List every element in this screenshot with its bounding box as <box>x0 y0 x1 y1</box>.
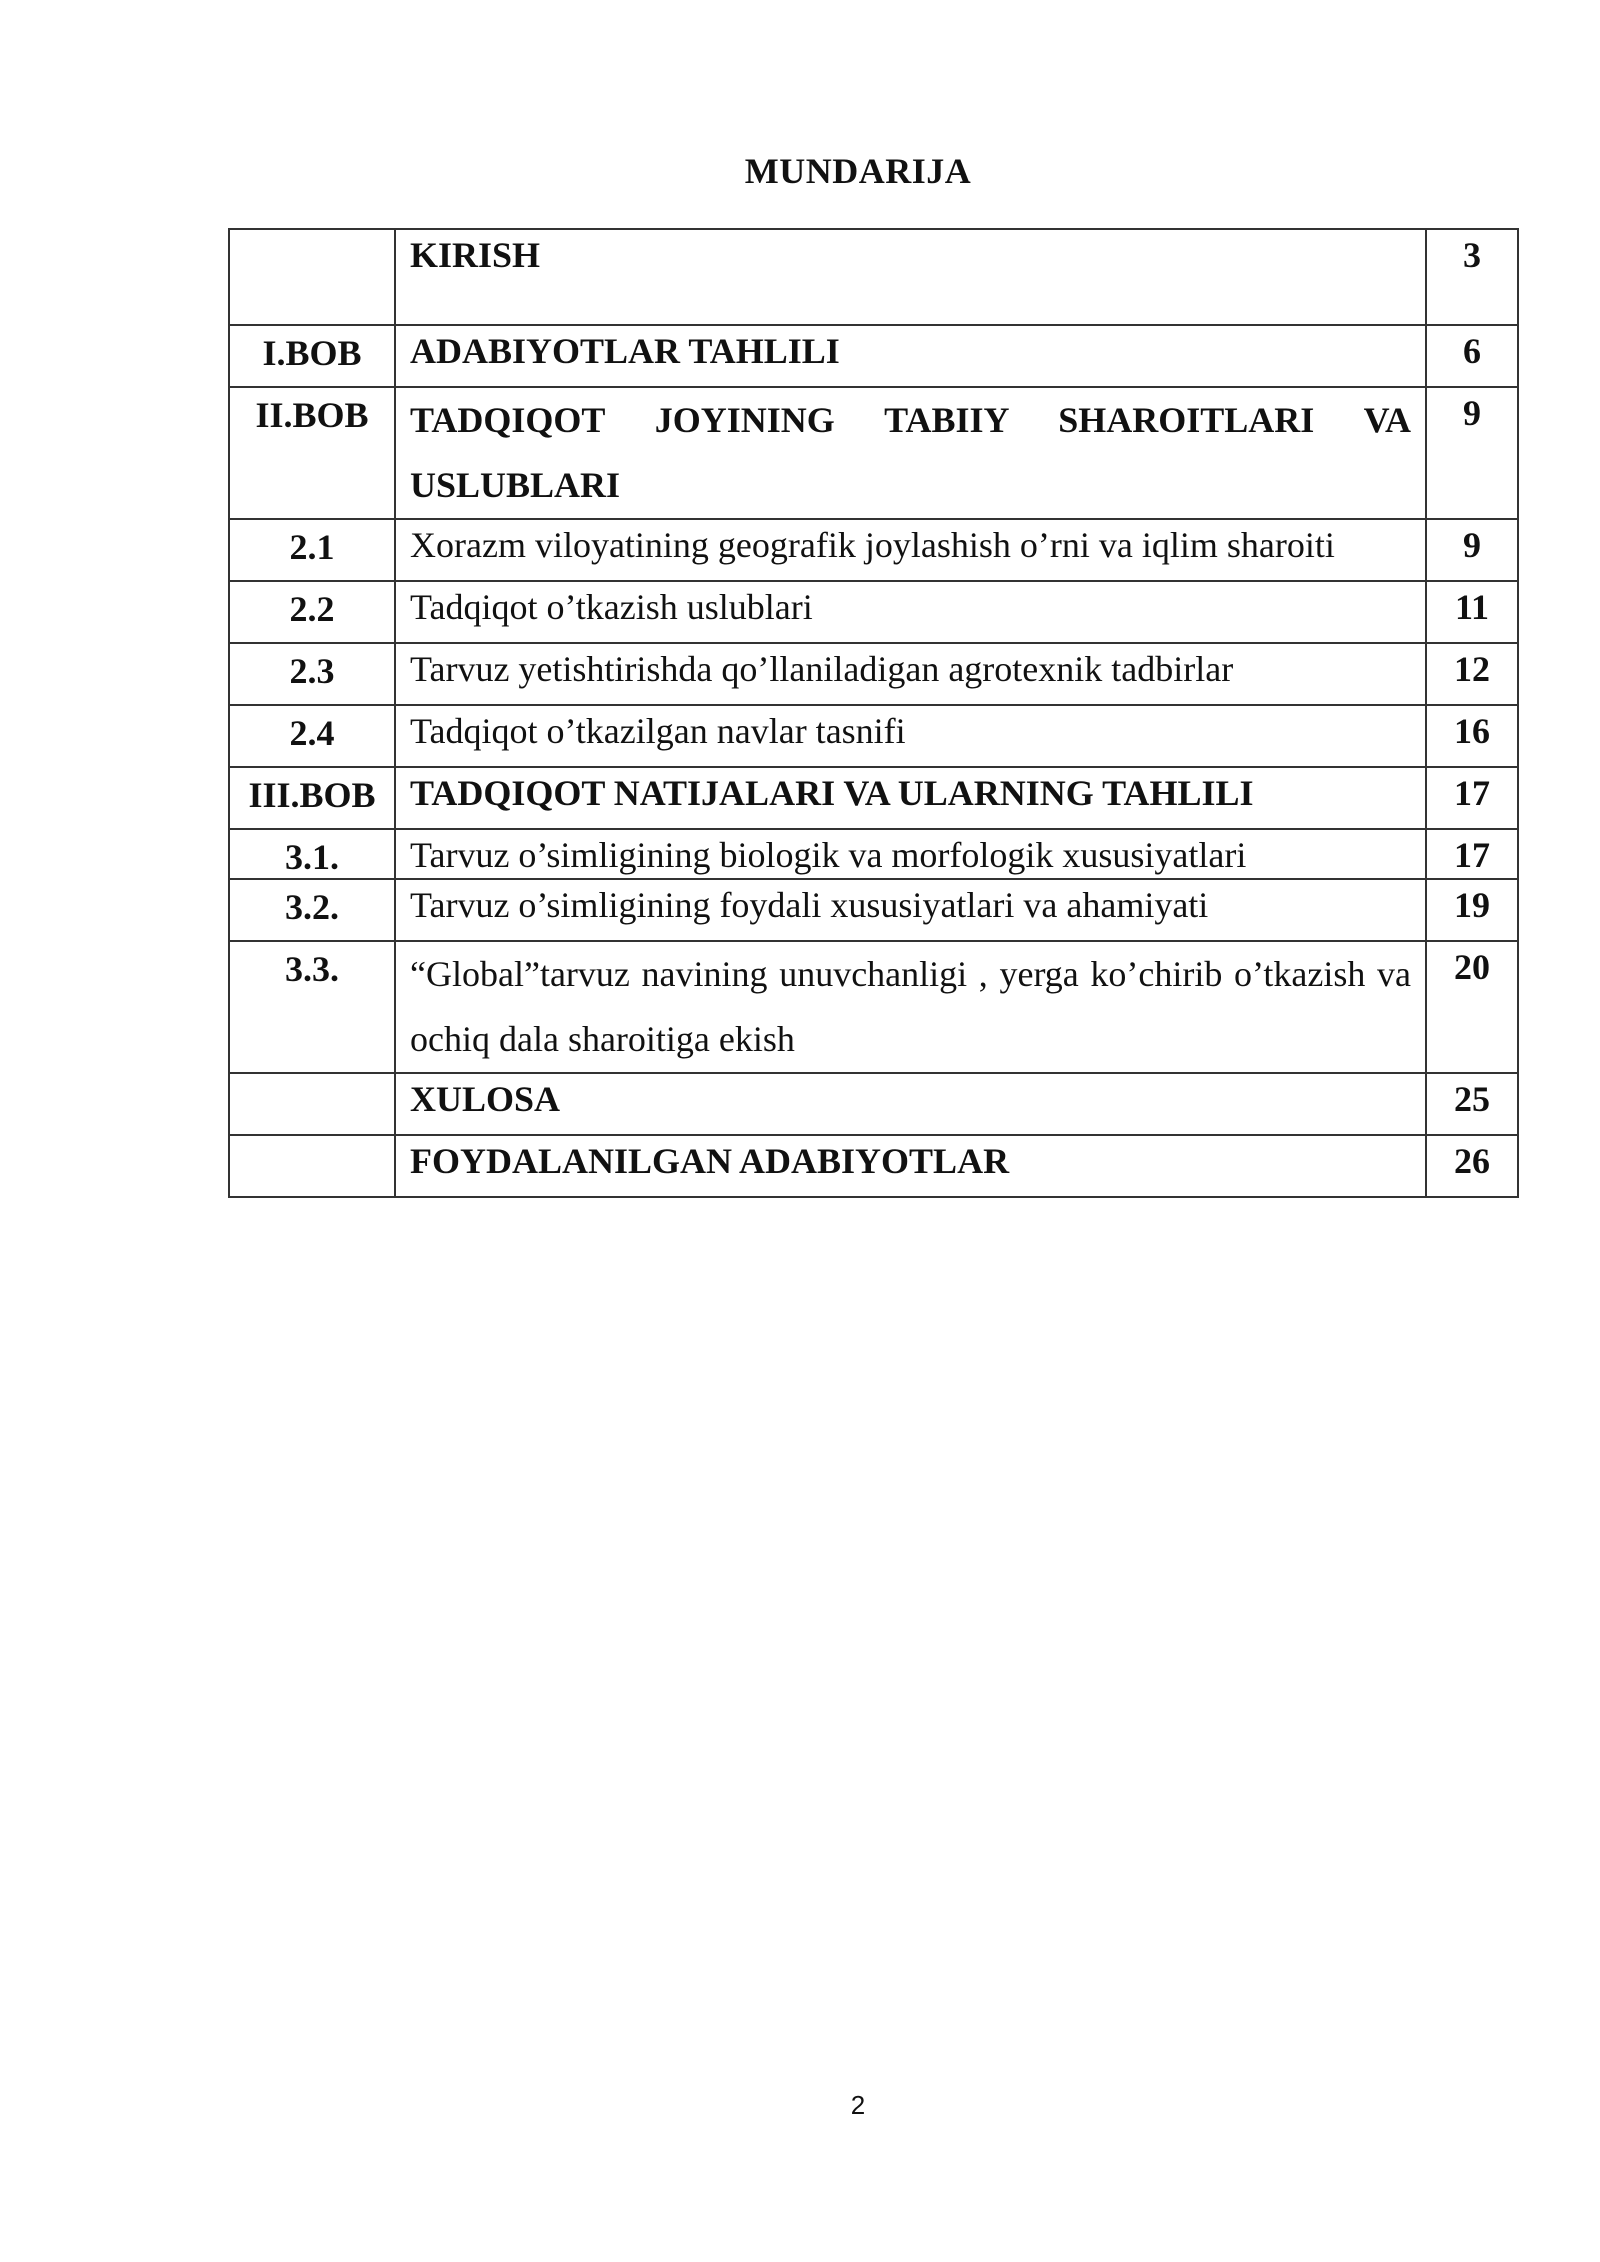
toc-page: 16 <box>1426 705 1518 767</box>
toc-row-chapter-1 <box>229 325 1518 387</box>
toc-title: Tarvuz yetishtirishda qo’llaniladigan agrotexnik tadbirlar <box>395 643 1426 705</box>
toc-number: 2.4 <box>229 705 395 767</box>
toc-number: 2.2 <box>229 581 395 643</box>
toc-row-chapter-2 <box>229 387 1518 519</box>
toc-number: 2.3 <box>229 643 395 705</box>
toc-page: 3 <box>1426 229 1518 325</box>
toc-page: 6 <box>1426 325 1518 387</box>
toc-row-2-3 <box>229 643 1518 705</box>
toc-number: 2.1 <box>229 519 395 581</box>
toc-title: ADABIYOTLAR TAHLILI <box>395 325 1426 387</box>
toc-number <box>229 1073 395 1135</box>
toc-number: 3.3. <box>229 941 395 1073</box>
toc-row-kirish <box>229 229 1518 325</box>
page-number: 2 <box>850 2090 866 2120</box>
toc-page: 17 <box>1426 829 1518 879</box>
toc-title: Tarvuz o’simligining foydali xususiyatlari va ahamiyati <box>395 879 1426 941</box>
toc-page: 12 <box>1426 643 1518 705</box>
toc-row-2-1 <box>229 519 1518 581</box>
toc-row-xulosa <box>229 1073 1518 1135</box>
toc-title: Xorazm viloyatining geografik joylashish o’rni va iqlim sharoiti <box>395 519 1426 581</box>
toc-page: 20 <box>1426 941 1518 1073</box>
toc-number: II.BOB <box>229 387 395 519</box>
toc-number: 3.2. <box>229 879 395 941</box>
toc-title: Tarvuz o’simligining biologik va morfologik xususiyatlari <box>395 829 1426 879</box>
page-title: MUNDARIJA <box>744 151 972 191</box>
toc-title: KIRISH <box>395 229 1426 325</box>
toc-number: III.BOB <box>229 767 395 829</box>
toc-number: 3.1. <box>229 829 395 879</box>
toc-page: 11 <box>1426 581 1518 643</box>
table-of-contents <box>228 228 1519 1198</box>
toc-number <box>229 1135 395 1197</box>
toc-row-2-2 <box>229 581 1518 643</box>
toc-page: 19 <box>1426 879 1518 941</box>
toc-page: 17 <box>1426 767 1518 829</box>
toc-title: Tadqiqot o’tkazish uslublari <box>395 581 1426 643</box>
toc-title: FOYDALANILGAN ADABIYOTLAR <box>395 1135 1426 1197</box>
toc-page: 25 <box>1426 1073 1518 1135</box>
toc-row-2-4 <box>229 705 1518 767</box>
toc-row-3-3 <box>229 941 1518 1073</box>
toc-title: “Global”tarvuz navining unuvchanligi , yerga ko’chirib o’tkazish va ochiq dala sharoitiga ekish <box>395 941 1426 1073</box>
toc-number <box>229 229 395 325</box>
toc-title: TADQIQOT NATIJALARI VA ULARNING TAHLILI <box>395 767 1426 829</box>
toc-row-chapter-3 <box>229 767 1518 829</box>
toc-page: 26 <box>1426 1135 1518 1197</box>
toc-title: Tadqiqot o’tkazilgan navlar tasnifi <box>395 705 1426 767</box>
toc-title: XULOSA <box>395 1073 1426 1135</box>
toc-page: 9 <box>1426 387 1518 519</box>
toc-title: TADQIQOT JOYINING TABIIY SHAROITLARI VA USLUBLARI <box>395 387 1426 519</box>
toc-number: I.BOB <box>229 325 395 387</box>
toc-row-references <box>229 1135 1518 1197</box>
toc-page: 9 <box>1426 519 1518 581</box>
toc-row-3-1 <box>229 829 1518 879</box>
toc-row-3-2 <box>229 879 1518 941</box>
